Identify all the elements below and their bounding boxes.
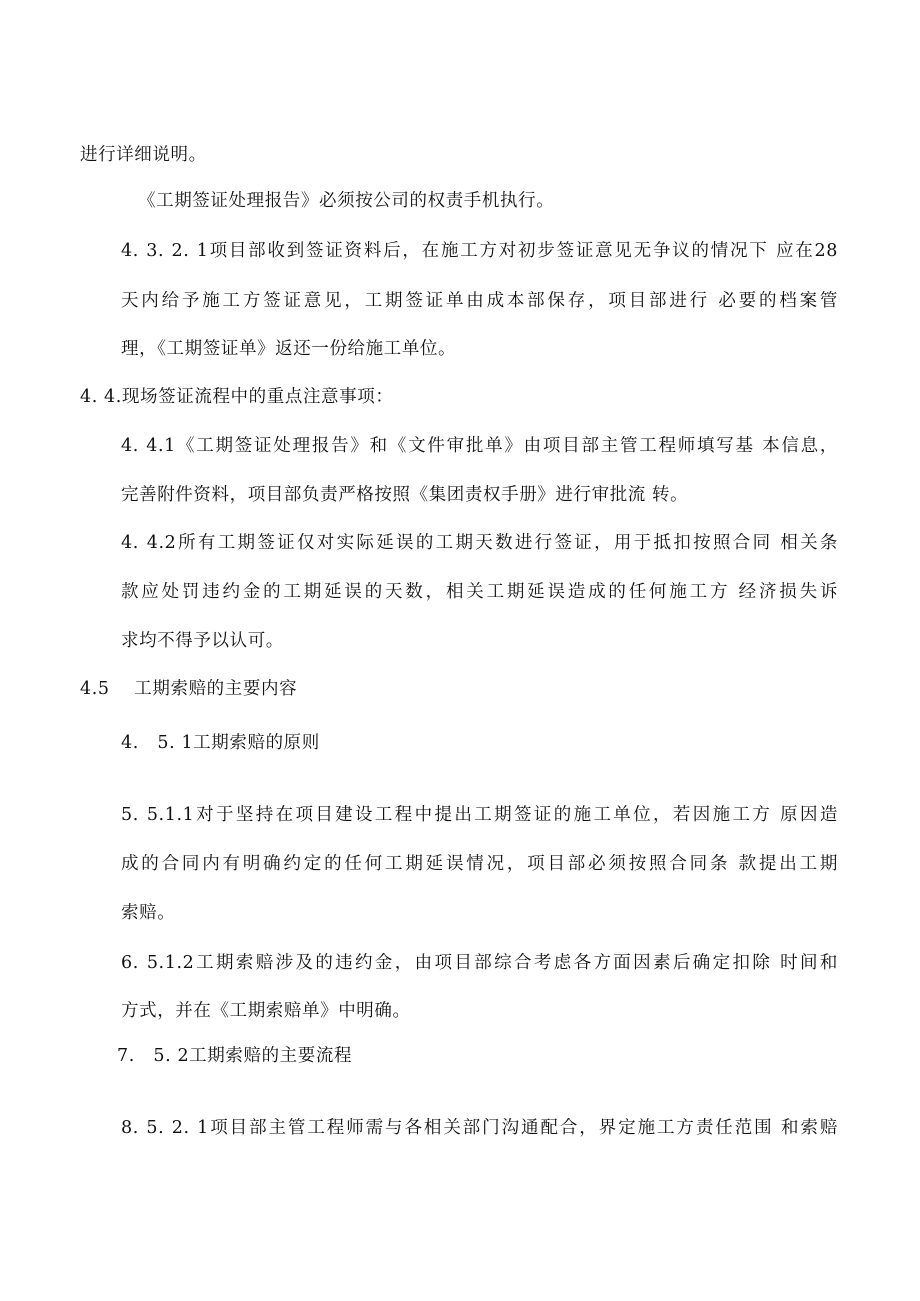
text-line: 8. 5. 2. 1项目部主管工程师需与各相关部门沟通配合，界定施工方责任范围 和索赔 xyxy=(121,1118,838,1138)
text-line: 4. 4.1《工期签证处理报告》和《文件审批单》由项目部主管工程师填写基 本信息， xyxy=(121,436,838,456)
text-line: 款应处罚违约金的工期延误的天数，相关工期延误造成的任何施工方 经济损失诉 xyxy=(121,582,838,602)
text-line: 4. 3. 2. 1项目部收到签证资料后，在施工方对初步签证意见无争议的情况下 应在28 xyxy=(121,241,838,261)
text-line: 6. 5.1.2工期索赔涉及的违约金，由项目部综合考虑各方面因素后确定扣除 时间和 xyxy=(121,953,838,973)
text-line: 天内给予施工方签证意见，工期签证单由成本部保存，项目部进行 必要的档案管 xyxy=(121,291,838,311)
subsection-heading: 7. 5. 2工期索赔的主要流程 xyxy=(117,1046,353,1066)
text-line: 方式，并在《工期索赔单》中明确。 xyxy=(121,1001,411,1021)
text-line: 完善附件资料，项目部负责严格按照《集团责权手册》进行审批流 转。 xyxy=(121,485,689,505)
section-heading: 4. 4.现场签证流程中的重点注意事项： xyxy=(80,387,394,407)
text-line: 索赔。 xyxy=(121,903,176,923)
text-line: 4. 4.2所有工期签证仅对实际延误的工期天数进行签证，用于抵扣按照合同 相关条 xyxy=(121,533,838,553)
text-line: 《工期签证处理报告》必须按公司的权责手机执行。 xyxy=(138,191,555,211)
section-heading: 4.5 工期索赔的主要内容 xyxy=(80,679,298,699)
text-line: 理，《工期签证单》返还一份给施工单位。 xyxy=(121,339,457,359)
text-line: 5. 5.1.1对于坚持在项目建设工程中提出工期签证的施工单位，若因施工方 原因造 xyxy=(121,805,838,825)
text-line: 进行详细说明。 xyxy=(80,145,207,165)
text-line: 成的合同内有明确约定的任何工期延误情况，项目部必须按照合同条 款提出工期 xyxy=(121,854,838,874)
text-line: 求均不得予以认可。 xyxy=(121,631,284,651)
subsection-heading: 4. 5. 1工期索赔的原则 xyxy=(121,733,320,753)
